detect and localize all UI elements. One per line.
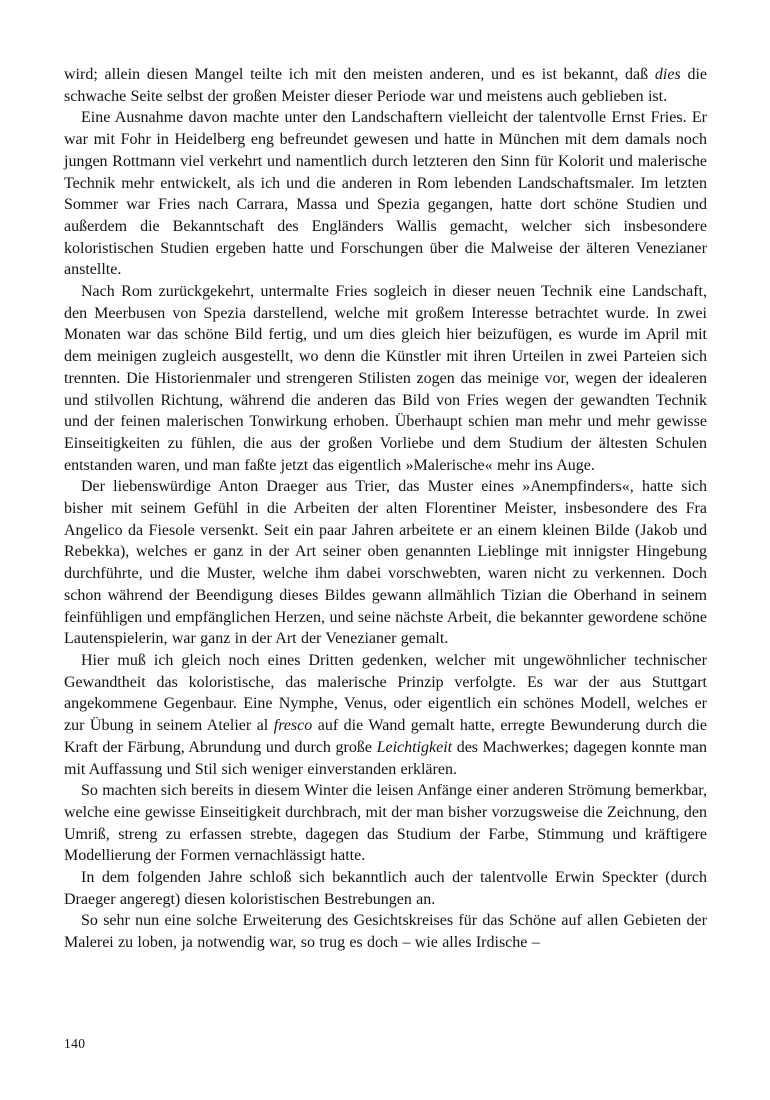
text-run: So machten sich bereits in diesem Winter die leisen Anfänge einer anderen Strömung bemerkbar, welche eine gewisse Einseitigkeit durchbrach, mit der man bisher vorzugsweise die Zeichnung, den Umriß, streng zu erfassen strebte, dagegen das Studium der Farbe, Stimmung und kräftigere Modellierung der Formen vernachlässigt hatte. [64,782,707,865]
paragraph [64,64,707,107]
paragraph [64,476,707,650]
italic-text-run: fresco [273,717,313,735]
page-text-block [64,64,707,954]
italic-text-run: Leichtigkeit [376,738,453,756]
paragraph [64,281,707,476]
text-run: Hier muß ich gleich noch eines Dritten gedenken, welcher mit ungewöhnlicher technischer Gewandtheit das koloristische, das malerische Prinzip verfolgte. Es war der aus Stuttgart angekommene Gegenbaur. Eine Nymphe, Venus, oder eigentlich ein schönes Modell, welches er zur Übung in seinem Atelier al [64,651,707,735]
paragraph [64,780,707,867]
paragraph [64,910,707,953]
text-run: Der liebenswürdige Anton Draeger aus Trier, das Muster eines »Anempfinders«, hatte sich bisher mit seinem Gefühl in die Arbeiten der alten Florentiner Meister, insbesondere des Fra Angelico da Fiesole versenkt. Seit ein paar Jahren arbeitete er an einem kleinen Bilde (Jakob und Rebekka), welches er ganz in der Art seiner oben genannten Lieblinge mit innigster Hingebung durchführte, und die Muster, welche ihm dabei vorschwebten, waren nicht zu verkennen. Doch schon während der Beendigung dieses Bildes gewann allmählich Tizian die Oberhand in seinem feinfühligen und empfänglichen Herzen, und seine nächste Arbeit, die bekannter gewordene schöne Lautenspielerin, war ganz in der Art der Venezianer gemalt. [64,478,707,648]
text-run: Eine Ausnahme davon machte unter den Landschaftern vielleicht der talentvolle Ernst Fries. Er war mit Fohr in Heidelberg eng befreundet gewesen und hatte in München mit dem damals noch jungen Rottmann viel verkehrt und namentlich durch letzteren den Sinn für Kolorit und malerische Technik mehr entwickelt, als ich und die anderen in Rom lebenden Landschaftsmaler. Im letzten Sommer war Fries nach Carrara, Massa und Spezia gegangen, hatte dort schöne Studien und außerdem die Bekanntschaft des Engländers Wallis gemacht, welcher sich insbesondere koloristischen Studien ergeben hatte und Forschungen über die Malweise der älteren Venezianer anstellte. [64,109,707,279]
text-run: Nach Rom zurückgekehrt, untermalte Fries sogleich in dieser neuen Technik eine Landschaft, den Meerbusen von Spezia darstellend, welche mit großem Interesse betrachtet wurde. In zwei Monaten war das schöne Bild fertig, und um dies gleich hier beizufügen, es wurde im April mit dem meinigen zugleich ausgestellt, wo denn die Künstler mit ihren Urteilen in zwei Parteien sich trennten. Die Historienmaler und strengeren Stilisten zogen das meinige vor, wegen der idealeren und stilvollen Richtung, während die anderen das Bild von Fries wegen der gewandten Technik und der feinen malerischen Tonwirkung erhoben. Überhaupt schien man mehr und mehr gewisse Einseitigkeiten zu fühlen, die aus der großen Vorliebe und dem Studium der ältesten Schulen entstanden waren, und man faßte jetzt das eigentlich »Malerische« mehr ins Auge. [64,283,707,474]
text-run: So sehr nun eine solche Erweiterung des Gesichtskreises für das Schöne auf allen Gebieten der Malerei zu loben, ja notwendig war, so trug es doch – wie alles Irdische – [64,912,707,952]
text-run: wird; allein diesen Mangel teilte ich mit den meisten anderen, und es ist bekannt, daß [64,66,655,83]
page-number: 140 [64,1036,86,1051]
text-run: In dem folgenden Jahre schloß sich bekanntlich auch der talentvolle Erwin Speckter (durch Draeger angeregt) diesen koloristischen Bestrebungen an. [64,869,707,908]
text-run: auf die Wand gemalt hatte, erregte Bewunderung durch die Kraft der Färbung, Abrundung und durch große [64,717,708,756]
italic-text-run: dies [654,66,681,83]
paragraph [64,867,707,910]
text-run: des Machwerkes; dagegen konnte man mit Auffassung und Stil sich weniger einverstanden erklären. [64,738,707,778]
paragraph [64,107,707,281]
paragraph [64,650,707,780]
text-run: die schwache Seite selbst der großen Meister dieser Periode war und meistens auch geblieben ist. [64,66,707,105]
